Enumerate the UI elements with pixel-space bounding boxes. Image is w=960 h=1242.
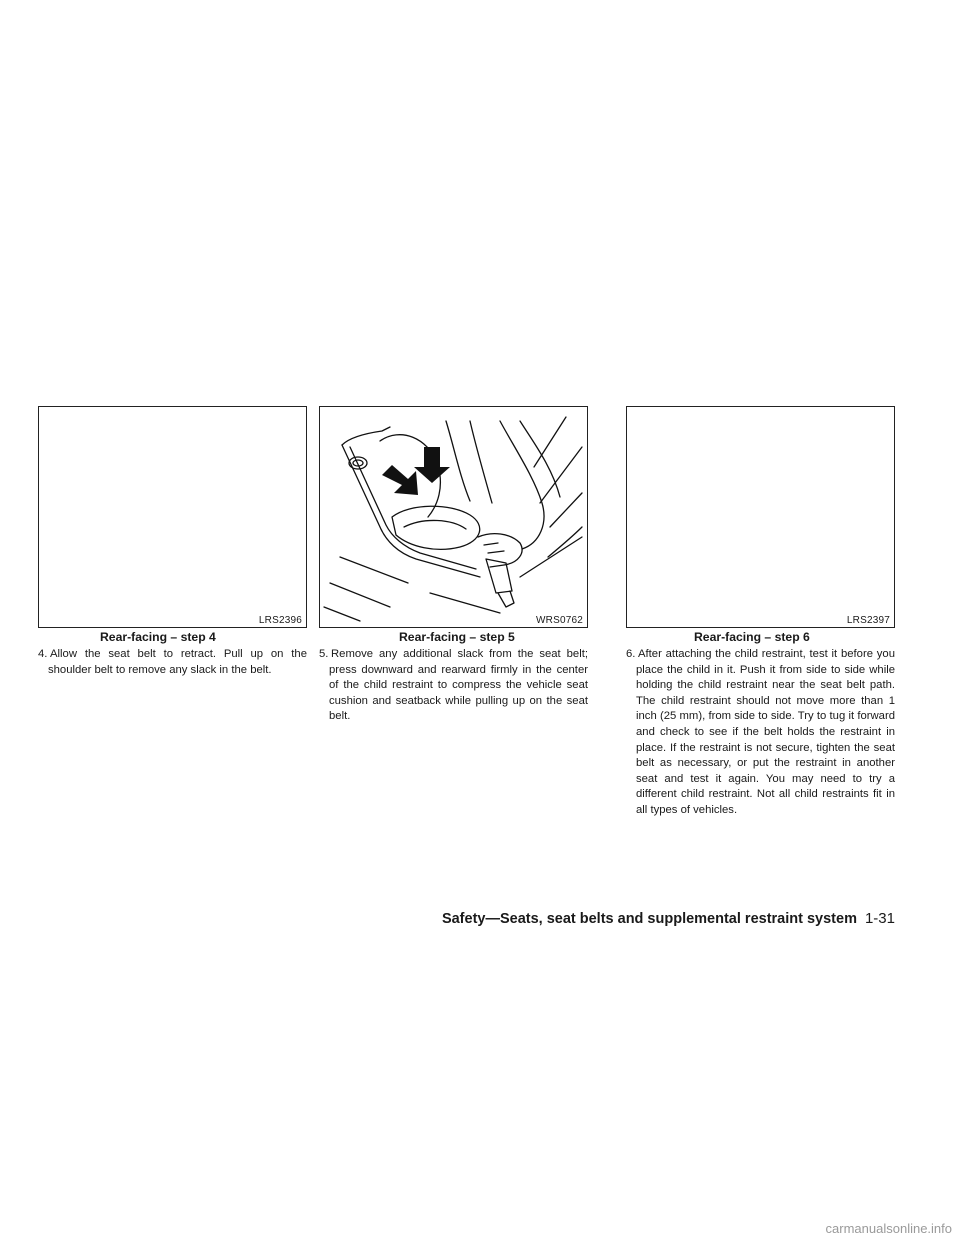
section-title: Safety—Seats, seat belts and supplemental restraint system [441,911,857,927]
column-step-4 [38,406,307,678]
step-5-text [319,647,588,725]
figure-code: WRS0762 [536,615,583,626]
step-number: 4. [38,648,48,660]
step-4-text [38,647,307,678]
seat-belt-illustration [320,407,587,627]
page-number: 1-31 [864,910,895,927]
page-footer [442,910,895,927]
figure-step-5 [319,406,588,628]
step-number: 5. [319,648,329,660]
figure-code: LRS2397 [846,615,890,626]
column-step-6 [626,406,895,819]
figure-caption: Rear-facing – step 4 [100,630,216,644]
figure-caption: Rear-facing – step 6 [694,630,810,644]
figure-caption: Rear-facing – step 5 [399,630,515,644]
column-step-5 [319,406,588,725]
step-body: Remove any additional slack from the seat belt; press downward and rearward firmly in the center of the child restraint to compress the vehicle seat cushion and seatback while pulling up on the seat belt. [329,648,588,723]
watermark-link[interactable]: carmanualsonline.info [825,1221,952,1236]
step-6-text [626,647,895,819]
step-number: 6. [626,648,636,660]
step-body: Allow the seat belt to retract. Pull up on the shoulder belt to remove any slack in the belt. [48,648,307,676]
figure-step-4 [38,406,307,628]
figure-code: LRS2396 [258,615,302,626]
step-body: After attaching the child restraint, test it before you place the child in it. Push it from side to side while holding the child restraint near the seat belt path. The child restraint should not move more than 1 inch (25 mm), from side to side. Try to tug it forward and check to see if the belt holds the restraint in place. If the restraint is not secure, tighten the seat belt as necessary, or put the restraint in another seat and test it again. You may need to try a different child restraint. Not all child restraints fit in all types of vehicles. [636,648,895,816]
figure-step-6 [626,406,895,628]
